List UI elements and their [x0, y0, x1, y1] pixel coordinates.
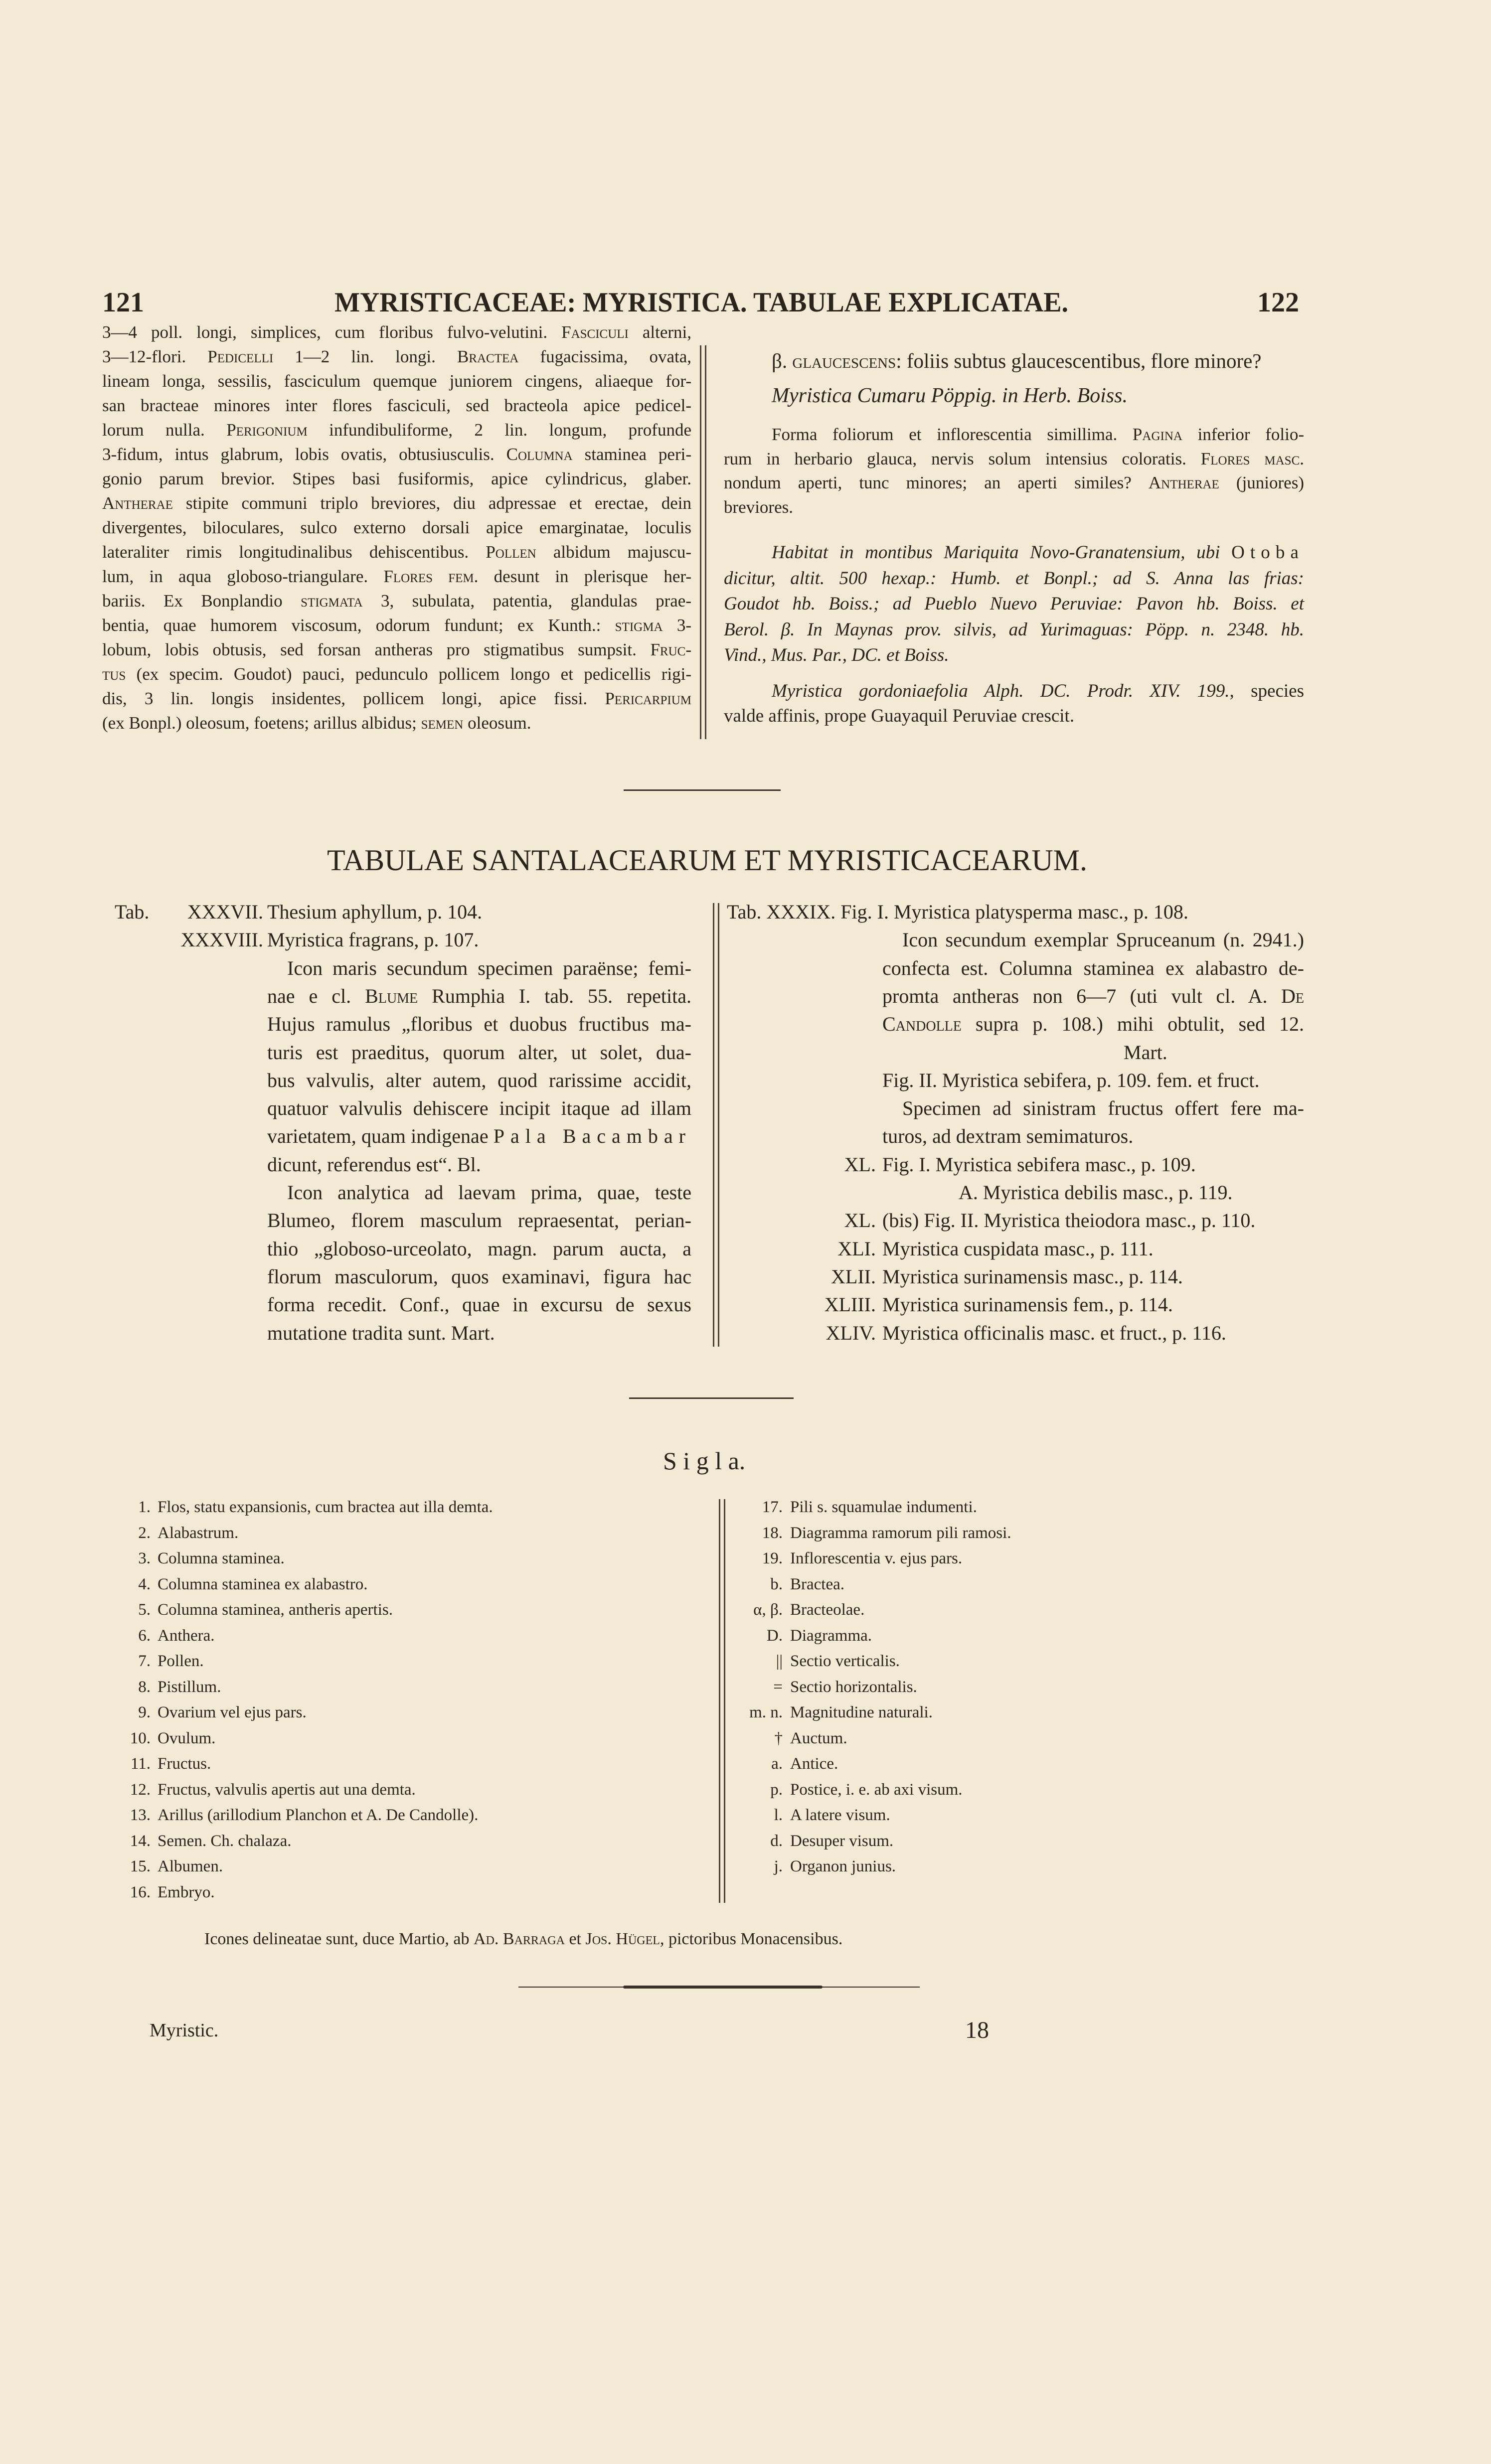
text-run: infundibuliforme, 2 lin. longum, profunde [307, 420, 691, 440]
column-divider [700, 345, 706, 739]
text-line [267, 984, 691, 1008]
plate-title: (bis) Fig. II. Myristica theiodora masc., p. 110. [882, 1209, 1256, 1232]
text-line [102, 664, 691, 684]
text-run: san bracteae minores inter flores fasciculi, sed bracteola apice pedicel- [102, 396, 691, 415]
page-number-left: 121 [102, 287, 144, 318]
sigla-meaning: Ovulum. [158, 1729, 216, 1747]
text-run: Icon analytica ad laevam prima, quae, teste [287, 1181, 691, 1204]
sigla-key: p. [770, 1780, 783, 1799]
text-run: turos, ad dextram semimaturos. [882, 1125, 1134, 1148]
text-run: Blumeo, florem masculum repraesentat, perian- [267, 1209, 691, 1232]
text-line [287, 956, 691, 980]
sigla-meaning: Semen. Ch. chalaza. [158, 1832, 292, 1850]
small-caps-run: Pericarpium [605, 689, 691, 708]
sigla-key: α, β. [753, 1601, 783, 1619]
text-run: lum, in aqua globoso-triangulare. [102, 567, 384, 586]
sigla-meaning: Pistillum. [158, 1678, 221, 1696]
sigla-key: b. [770, 1575, 783, 1593]
credit-line [204, 1930, 842, 1949]
text-run: , pictoribus Monacensibus. [660, 1930, 843, 1948]
text-run: species [1234, 681, 1304, 701]
text-line [102, 640, 691, 660]
text-run: forma recedit. Conf., quae in excursu de sexus [267, 1293, 691, 1316]
text-line [267, 1153, 691, 1176]
small-caps-run: Ad. Barraga [474, 1930, 565, 1948]
plate-number: XXXVII. [187, 901, 263, 923]
column-divider [713, 903, 719, 1347]
tabulae-heading: TABULAE SANTALACEARUM ET MYRISTICACEARUM. [327, 844, 1087, 877]
text-run: (juniores) [1219, 473, 1304, 492]
sigla-key: 19. [762, 1549, 783, 1567]
text-line [287, 1181, 691, 1204]
text-run: 3-fidum, intus glabrum, lobis ovatis, obtusiusculis. [102, 445, 506, 464]
text-run: dicunt, referendus est“. Bl. [267, 1153, 481, 1176]
plate-title: Thesium aphyllum, p. 104. [267, 901, 483, 923]
text-line [902, 928, 1304, 951]
section-rule [629, 1397, 794, 1399]
text-line [882, 984, 1304, 1008]
text-run: varietatem, quam indigenae [267, 1125, 494, 1148]
sigla-meaning: Bractea. [790, 1575, 845, 1593]
text-run: lobum, lobis obtusis, sed forsan antheras pro stigmatibus sumpsit. [102, 640, 651, 659]
sigla-key: † [774, 1729, 783, 1747]
text-run: bus valvulis, alter autem, quod rarissime accidit, [267, 1069, 691, 1091]
small-caps-run: Bractea [457, 347, 519, 366]
sigla-key: 17. [762, 1498, 783, 1516]
sigla-meaning: Columna staminea. [158, 1549, 285, 1567]
text-line [724, 497, 1304, 517]
sigla-meaning: Albumen. [158, 1857, 223, 1875]
sigla-meaning: Sectio horizontalis. [790, 1678, 917, 1696]
sigla-key: 2. [138, 1524, 151, 1542]
text-run: Icones delineatae sunt, duce Martio, ab [204, 1930, 474, 1948]
text-run: promta antheras non 6—7 (uti vult cl. A. [882, 984, 1281, 1007]
text-line [882, 1124, 1304, 1148]
sigla-meaning: Columna staminea ex alabastro. [158, 1575, 368, 1593]
text-run: thio „globoso-urceolato, magn. parum aucta, a [267, 1237, 691, 1260]
text-run: Specimen ad sinistram fructus offert fere ma- [902, 1097, 1304, 1120]
plate-number: XLIV. [826, 1321, 876, 1344]
text-line [102, 322, 691, 342]
italic-run: dicitur, altit. 500 hexap.: Humb. et Bonpl.; ad S. Anna las frias: [724, 568, 1304, 589]
sigla-meaning: Fructus. [158, 1755, 211, 1773]
text-line [102, 518, 691, 538]
text-run: (ex specim. Goudot) pauci, pedunculo pollicem longo et pedicellis rigi- [126, 664, 691, 684]
text-run: gonio parum brevior. Stipes basi fusiformis, apice cylindricus, glaber. [102, 469, 691, 488]
text-line [724, 593, 1304, 615]
text-line [724, 619, 1304, 640]
small-caps-run: Fasciculi [561, 322, 629, 342]
sigla-meaning: Bracteolae. [790, 1601, 865, 1619]
text-run: Hujus ramulus „floribus et duobus fructibus ma- [267, 1013, 691, 1036]
text-line [267, 1069, 691, 1092]
italic-run: Vind., Mus. Par., DC. et Boiss. [724, 645, 949, 665]
text-run: bentia, quae humorem viscosum, odorum fundunt; ex Kunth.: [102, 616, 615, 635]
text-line [772, 425, 1304, 445]
plate-title: Fig. I. Myristica sebifera masc., p. 109. [882, 1153, 1196, 1176]
sigla-key: 4. [138, 1575, 151, 1593]
text-run: Icon secundum exemplar Spruceanum (n. 2941.) [902, 928, 1304, 951]
text-line [102, 567, 691, 587]
text-run: desunt in plerisque her- [478, 567, 691, 586]
text-run: breviores. [724, 497, 793, 517]
small-caps-run: semen [421, 713, 464, 733]
text-run: staminea peri- [572, 445, 692, 464]
text-run: lineam longa, sessilis, fasciculum quemque juniorem cingens, aliaeque for- [102, 371, 691, 391]
small-caps-run: Jos. Hügel [585, 1930, 660, 1948]
text-run: β. [772, 349, 793, 372]
text-run: supra p. 108.) mihi obtulit, sed 12. [961, 1013, 1304, 1036]
sigla-meaning: Alabastrum. [158, 1524, 239, 1542]
spaced-run: Pala Bacambar [493, 1125, 691, 1148]
sigla-meaning: Arillus (arillodium Planchon et A. De Candolle). [158, 1806, 479, 1824]
sigla-key: 15. [130, 1857, 151, 1875]
small-caps-run: Flores fem. [383, 567, 479, 586]
text-line [724, 705, 1304, 727]
text-line [772, 542, 1304, 563]
text-line [724, 449, 1304, 469]
text-run: confecta est. Columna staminea ex alabastro de- [882, 956, 1304, 979]
small-caps-run: stigma [615, 616, 663, 635]
text-run: 3, subulata, patentia, glandulas prae- [362, 591, 691, 611]
sigla-key: l. [774, 1806, 783, 1824]
text-line [724, 568, 1304, 589]
sigla-key: d. [770, 1832, 783, 1850]
text-line [267, 1209, 691, 1232]
tab-label: Tab. [115, 901, 150, 923]
sigla-key: 6. [138, 1626, 151, 1645]
small-caps-run: Fruc- [650, 640, 691, 659]
italic-run: Berol. β. In Maynas prov. silvis, ad Yurimaguas: Pöpp. n. 2348. hb. [724, 619, 1304, 640]
small-caps-run: Blume [365, 984, 418, 1007]
plate-title: Myristica surinamensis masc., p. 114. [882, 1265, 1183, 1288]
sigla-key: j. [774, 1857, 783, 1875]
text-run: dis, 3 lin. longis insidentes, pollicem longi, apice fissi. [102, 689, 605, 708]
italic-run: Habitat in montibus Mariquita Novo-Granatensium, ubi [772, 542, 1232, 563]
bottom-rule-thick [623, 1986, 823, 1989]
plate-title: Myristica fragrans, p. 107. [267, 928, 479, 951]
variety-line [772, 349, 1262, 373]
text-line [724, 644, 1304, 666]
small-caps-run: Pollen [486, 542, 536, 562]
plate-title: Myristica officinalis masc. et fruct., p. 116. [882, 1321, 1226, 1344]
plate-title: Myristica cuspidata masc., p. 111. [882, 1237, 1154, 1260]
plate-number: XLI. [837, 1237, 876, 1260]
text-line [267, 1124, 691, 1148]
text-line [102, 616, 691, 635]
text-line [102, 469, 691, 489]
text-run: lateraliter rimis longitudinalibus dehiscentibus. [102, 542, 486, 562]
running-title: MYRISTICACEAE: MYRISTICA. TABULAE EXPLICATAE. [334, 287, 1068, 318]
sigla-key: 5. [138, 1601, 151, 1619]
text-run: stipite communi triplo breviores, diu adpressae et erectae, dein [172, 493, 691, 513]
small-caps-run: Antherae [1148, 473, 1219, 492]
sigla-meaning: Pili s. squamulae indumenti. [790, 1498, 977, 1516]
sigla-meaning: Antice. [790, 1755, 838, 1773]
text-run: 3—12-flori. [102, 347, 208, 366]
italic-run: Myristica gordoniaefolia Alph. DC. Prodr. XIV. 199., [772, 681, 1234, 701]
sigla-key: 1. [138, 1498, 151, 1516]
text-run: nondum aperti, tunc minores; an aperti similes? [724, 473, 1149, 492]
text-line [102, 347, 691, 367]
sigla-key: 3. [138, 1549, 151, 1567]
sigla-meaning: Inflorescentia v. ejus pars. [790, 1549, 963, 1567]
text-run: albidum majuscu- [536, 542, 691, 562]
sigla-key: 16. [130, 1883, 151, 1901]
text-run: fugacissima, ovata, [518, 347, 691, 366]
sigla-key: 12. [130, 1780, 151, 1799]
text-line [267, 1321, 691, 1345]
text-run: bariis. Ex Bonplandio [102, 591, 301, 611]
sigla-key: 18. [762, 1524, 783, 1542]
sigla-meaning: Flos, statu expansionis, cum bractea aut illa demta. [158, 1498, 493, 1516]
sigla-meaning: Diagramma ramorum pili ramosi. [790, 1524, 1011, 1542]
text-line [902, 1096, 1304, 1120]
sigla-key: 8. [138, 1678, 151, 1696]
small-caps-run: Flores masc. [1200, 449, 1304, 468]
small-caps-run: Columna [506, 445, 573, 464]
small-caps-run: glaucescens [792, 349, 896, 372]
sigla-meaning: Columna staminea, antheris apertis. [158, 1601, 393, 1619]
sigla-meaning: Desuper visum. [790, 1832, 894, 1850]
text-run: 3—4 poll. longi, simplices, cum floribus fulvo-velutini. [102, 322, 562, 342]
small-caps-run: Perigonium [226, 420, 308, 440]
text-line [102, 591, 691, 611]
synonym-line [772, 384, 1128, 408]
plate-title: Tab. XXXIX. Fig. I. Myristica platysperma masc., p. 108. [727, 901, 1188, 923]
sigla-key: 10. [130, 1729, 151, 1747]
plate-title: Fig. II. Myristica sebifera, p. 109. fem. et fruct. [882, 1069, 1260, 1091]
sigla-meaning: Auctum. [790, 1729, 847, 1747]
italic-run: Goudot hb. Boiss.; ad Pueblo Nuevo Peruviae: Pavon hb. Boiss. et [724, 594, 1304, 614]
small-caps-run: Pagina [1132, 425, 1182, 444]
text-run: oleosum. [463, 713, 531, 733]
signature-mark: Myristic. [150, 2020, 219, 2041]
sigla-meaning: Postice, i. e. ab axi visum. [790, 1780, 963, 1799]
sigla-meaning: Sectio verticalis. [790, 1652, 900, 1670]
sigla-meaning: Organon junius. [790, 1857, 896, 1875]
section-rule [624, 789, 781, 791]
text-run: Rumphia I. tab. 55. repetita. [418, 984, 691, 1007]
text-run: rum in herbario glauca, nervis solum intensius coloratis. [724, 449, 1201, 468]
plate-title: A. Myristica debilis masc., p. 119. [959, 1181, 1233, 1204]
small-caps-run: De [1281, 984, 1304, 1007]
text-line [102, 542, 691, 562]
text-run: 3- [663, 616, 691, 635]
text-line [882, 956, 1304, 980]
sigla-key: D. [766, 1626, 783, 1645]
text-line [267, 1041, 691, 1064]
text-run: Icon maris secundum specimen paraënse; femi- [287, 956, 691, 979]
text-run: nae e cl. [267, 984, 365, 1007]
sigla-meaning: Diagramma. [790, 1626, 872, 1645]
sigla-key: 13. [130, 1806, 151, 1824]
sigla-key: 14. [130, 1832, 151, 1850]
sigla-meaning: Pollen. [158, 1652, 204, 1670]
small-caps-run: Antherae [102, 493, 173, 513]
text-run: alterni, [628, 322, 691, 342]
sigla-key: 11. [130, 1755, 151, 1773]
text-line [102, 371, 691, 391]
sigla-key: || [776, 1652, 783, 1670]
sigla-key: 7. [138, 1652, 151, 1670]
text-run: florum masculorum, quos examinavi, figura hac [267, 1265, 691, 1288]
text-line [724, 473, 1304, 493]
text-run: inferior folio- [1182, 425, 1304, 444]
sigla-key: m. n. [749, 1703, 783, 1721]
plate-number: XL. [844, 1153, 876, 1176]
sigla-key: a. [771, 1755, 783, 1773]
plate-number: XLIII. [824, 1293, 876, 1316]
small-caps-run: Candolle [882, 1013, 962, 1036]
text-line [102, 420, 691, 440]
text-run: valde affinis, prope Guayaquil Peruviae crescit. [724, 706, 1075, 726]
text-run: (ex Bonpl.) oleosum, foetens; arillus albidus; [102, 713, 421, 733]
text-run: et [564, 1930, 586, 1948]
sigla-meaning: Embryo. [158, 1883, 215, 1901]
sigla-key: = [773, 1678, 783, 1696]
text-line [267, 1096, 691, 1120]
text-line [882, 1012, 1304, 1036]
spaced-run: Otoba [1231, 542, 1304, 563]
text-run: quatuor valvulis dehiscere incipit itaque ad illam [267, 1097, 691, 1120]
text-run: mutatione tradita sunt. Mart. [267, 1321, 495, 1344]
sigla-meaning: Magnitudine naturali. [790, 1703, 933, 1721]
small-caps-run: stigmata [301, 591, 363, 611]
text-line [267, 1293, 691, 1316]
sigla-meaning: Fructus, valvulis apertis aut una demta. [158, 1780, 416, 1799]
text-run: turis est praeditus, quorum alter, ut solet, dua- [267, 1041, 691, 1064]
sigla-meaning: Anthera. [158, 1626, 215, 1645]
text-line [267, 1237, 691, 1260]
author-signature: Mart. [1124, 1041, 1167, 1064]
text-line [267, 1012, 691, 1036]
page-number-right: 122 [1257, 287, 1299, 318]
sigla-key: 9. [138, 1703, 151, 1721]
sigla-meaning: A latere visum. [790, 1806, 890, 1824]
text-line [267, 1265, 691, 1288]
small-caps-run: Pedicelli [207, 347, 274, 366]
text-line [102, 396, 691, 416]
text-run: : foliis subtus glaucescentibus, flore minore? [896, 349, 1262, 372]
sigla-heading: S i g l a. [663, 1447, 746, 1475]
sheet-number: 18 [965, 2017, 989, 2043]
small-caps-run: tus [102, 664, 126, 684]
plate-number: XL. [844, 1209, 876, 1232]
text-line [772, 680, 1304, 702]
text-run: Forma foliorum et inflorescentia simillima. [772, 425, 1133, 444]
text-line [102, 713, 691, 733]
text-run: 1—2 lin. longi. [273, 347, 457, 366]
plate-number: XLII. [831, 1265, 876, 1288]
text-run: divergentes, biloculares, sulco externo dorsali apice emarginatae, loculis [102, 518, 691, 537]
text-line [102, 493, 691, 513]
sigla-meaning: Ovarium vel ejus pars. [158, 1703, 307, 1721]
italic-run: Myristica Cumaru Pöppig. in Herb. Boiss. [772, 384, 1128, 407]
column-divider [719, 1499, 725, 1903]
text-line [102, 445, 691, 464]
plate-number: XXXVIII. [180, 928, 263, 951]
text-line [102, 689, 691, 709]
plate-title: Myristica surinamensis fem., p. 114. [882, 1293, 1173, 1316]
text-run: lorum nulla. [102, 420, 227, 440]
